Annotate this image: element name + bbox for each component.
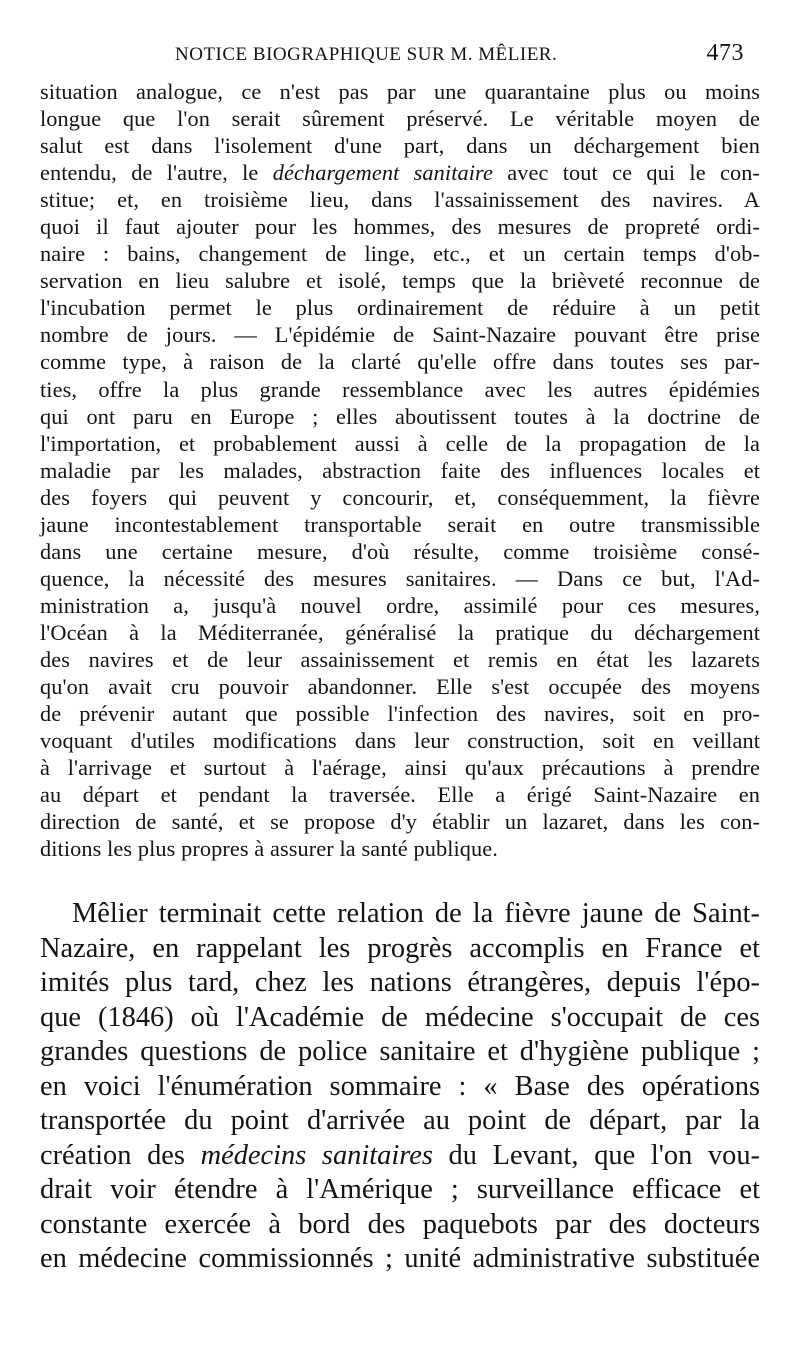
text-run: qui ont paru en Europe ; elles aboutissent toutes à la doctrine de bbox=[40, 403, 760, 429]
text-line bbox=[40, 897, 760, 932]
text-line bbox=[40, 321, 760, 348]
text-run: servation en lieu salubre et isolé, temps que la brièveté reconnue de bbox=[40, 268, 760, 294]
text-run: l'incubation permet le plus ordinairement de réduire à un petit bbox=[40, 295, 760, 321]
text-line bbox=[40, 267, 760, 294]
text-run: longue que l'on serait sûrement préservé. Le véritable moyen de bbox=[40, 106, 760, 132]
text-run: que (1846) où l'Académie de médecine s'occupait de ces bbox=[40, 1001, 760, 1033]
text-line bbox=[40, 105, 760, 132]
text-line bbox=[40, 538, 760, 565]
text-run: grandes questions de police sanitaire et d'hygiène publique ; bbox=[40, 1036, 760, 1068]
text-run: drait voir étendre à l'Amérique ; surveillance efficace et bbox=[40, 1174, 760, 1206]
text-line bbox=[40, 1139, 760, 1174]
text-run: qu'on avait cru pouvoir abandonner. Elle s'est occupée des moyens bbox=[40, 674, 760, 700]
text-line bbox=[40, 1070, 760, 1105]
text-line bbox=[40, 132, 760, 159]
text-line bbox=[40, 294, 760, 321]
text-line bbox=[40, 240, 760, 267]
text-run: des navires et de leur assainissement et remis en état les lazarets bbox=[40, 646, 760, 672]
text-line bbox=[40, 700, 760, 727]
text-run: à l'arrivage et surtout à l'aérage, ainsi qu'aux précautions à prendre bbox=[40, 755, 760, 781]
text-run: en voici l'énumération sommaire : « Base des opérations bbox=[40, 1070, 760, 1102]
text-line bbox=[40, 403, 760, 430]
text-line bbox=[40, 673, 760, 700]
text-run: quence, la nécessité des mesures sanitaires. — Dans ce but, l'Ad- bbox=[40, 565, 760, 591]
text-run: avec tout ce qui le con- bbox=[493, 160, 761, 186]
text-run: création des bbox=[40, 1139, 201, 1171]
text-line bbox=[40, 835, 760, 862]
text-line bbox=[40, 1104, 760, 1139]
text-run: stitue; et, en troisième lieu, dans l'assainissement des navires. A bbox=[40, 187, 760, 213]
text-run: maladie par les malades, abstraction faite des influences locales et bbox=[40, 457, 760, 483]
text-line bbox=[40, 1001, 760, 1036]
text-line bbox=[40, 1242, 760, 1277]
text-run: constante exercée à bord des paquebots par des docteurs bbox=[40, 1208, 760, 1240]
text-run: ties, offre la plus grande ressemblance avec les autres épidémies bbox=[40, 376, 760, 402]
text-run: Nazaire, en rappelant les progrès accomplis en France et bbox=[40, 932, 760, 964]
text-line bbox=[40, 78, 760, 105]
text-line bbox=[40, 1173, 760, 1208]
text-run: jaune incontestablement transportable serait en outre transmissible bbox=[40, 511, 760, 537]
text-line bbox=[40, 565, 760, 592]
text-line bbox=[40, 348, 760, 375]
text-run: des foyers qui peuvent y concourir, et, conséquemment, la fièvre bbox=[40, 484, 760, 510]
text-run: imités plus tard, chez les nations étrangères, depuis l'épo- bbox=[40, 967, 760, 999]
text-line bbox=[40, 186, 760, 213]
text-run: l'importation, et probablement aussi à celle de la propagation de la bbox=[40, 430, 760, 456]
quoted-passage bbox=[40, 78, 760, 862]
body-paragraph bbox=[40, 897, 760, 1277]
text-line bbox=[40, 430, 760, 457]
text-run: de prévenir autant que possible l'infection des navires, soit en pro- bbox=[40, 701, 760, 727]
text-line bbox=[40, 1208, 760, 1243]
text-line bbox=[40, 781, 760, 808]
text-run: ditions les plus propres à assurer la santé publique. bbox=[40, 836, 498, 862]
text-line bbox=[40, 457, 760, 484]
text-run: Mêlier terminait cette relation de la fièvre jaune de Saint- bbox=[72, 898, 760, 930]
page-number: 473 bbox=[706, 40, 744, 66]
text-run: transportée du point d'arrivée au point de départ, par la bbox=[40, 1105, 760, 1137]
text-run: salut est dans l'isolement d'une part, dans un déchargement bien bbox=[40, 133, 760, 159]
text-run: du Levant, que l'on vou- bbox=[432, 1139, 760, 1171]
text-run: voquant d'utiles modifications dans leur construction, soit en veillant bbox=[40, 728, 760, 754]
text-line bbox=[40, 484, 760, 511]
text-line bbox=[40, 511, 760, 538]
text-run: naire : bains, changement de linge, etc., et un certain temps d'ob- bbox=[40, 241, 760, 267]
text-run: comme type, à raison de la clarté qu'elle offre dans toutes ses par- bbox=[40, 349, 760, 375]
text-line bbox=[40, 619, 760, 646]
text-line bbox=[40, 1035, 760, 1070]
text-line bbox=[40, 159, 760, 186]
text-run: ministration a, jusqu'à nouvel ordre, assimilé pour ces mesures, bbox=[40, 592, 760, 618]
text-line bbox=[40, 376, 760, 403]
text-run: quoi il faut ajouter pour les hommes, des mesures de propreté ordi- bbox=[40, 214, 760, 240]
text-run: en médecine commissionnés ; unité administrative substituée bbox=[40, 1243, 760, 1275]
text-run: au départ et pendant la traversée. Elle a érigé Saint-Nazaire en bbox=[40, 782, 760, 808]
text-run: nombre de jours. — L'épidémie de Saint-Nazaire pouvant être prise bbox=[40, 322, 760, 348]
text-run: l'Océan à la Méditerranée, généralisé la pratique du déchargement bbox=[40, 619, 760, 645]
running-title: NOTICE BIOGRAPHIQUE SUR M. MÊLIER. bbox=[175, 44, 558, 65]
text-run: direction de santé, et se propose d'y établir un lazaret, dans les con- bbox=[40, 809, 760, 835]
text-run: situation analogue, ce n'est pas par une quarantaine plus ou moins bbox=[40, 79, 760, 104]
text-line bbox=[40, 932, 760, 967]
text-run: entendu, de l'autre, le bbox=[40, 160, 273, 186]
text-line bbox=[40, 646, 760, 673]
italic-phrase: médecins sanitaires bbox=[200, 1139, 433, 1171]
text-line bbox=[40, 966, 760, 1001]
text-line bbox=[40, 754, 760, 781]
italic-phrase: déchargement sanitaire bbox=[272, 160, 493, 186]
text-line bbox=[40, 808, 760, 835]
running-header bbox=[40, 40, 760, 78]
text-line bbox=[40, 213, 760, 240]
text-run: dans une certaine mesure, d'où résulte, comme troisième consé- bbox=[40, 538, 760, 564]
text-line bbox=[40, 727, 760, 754]
text-line bbox=[40, 592, 760, 619]
